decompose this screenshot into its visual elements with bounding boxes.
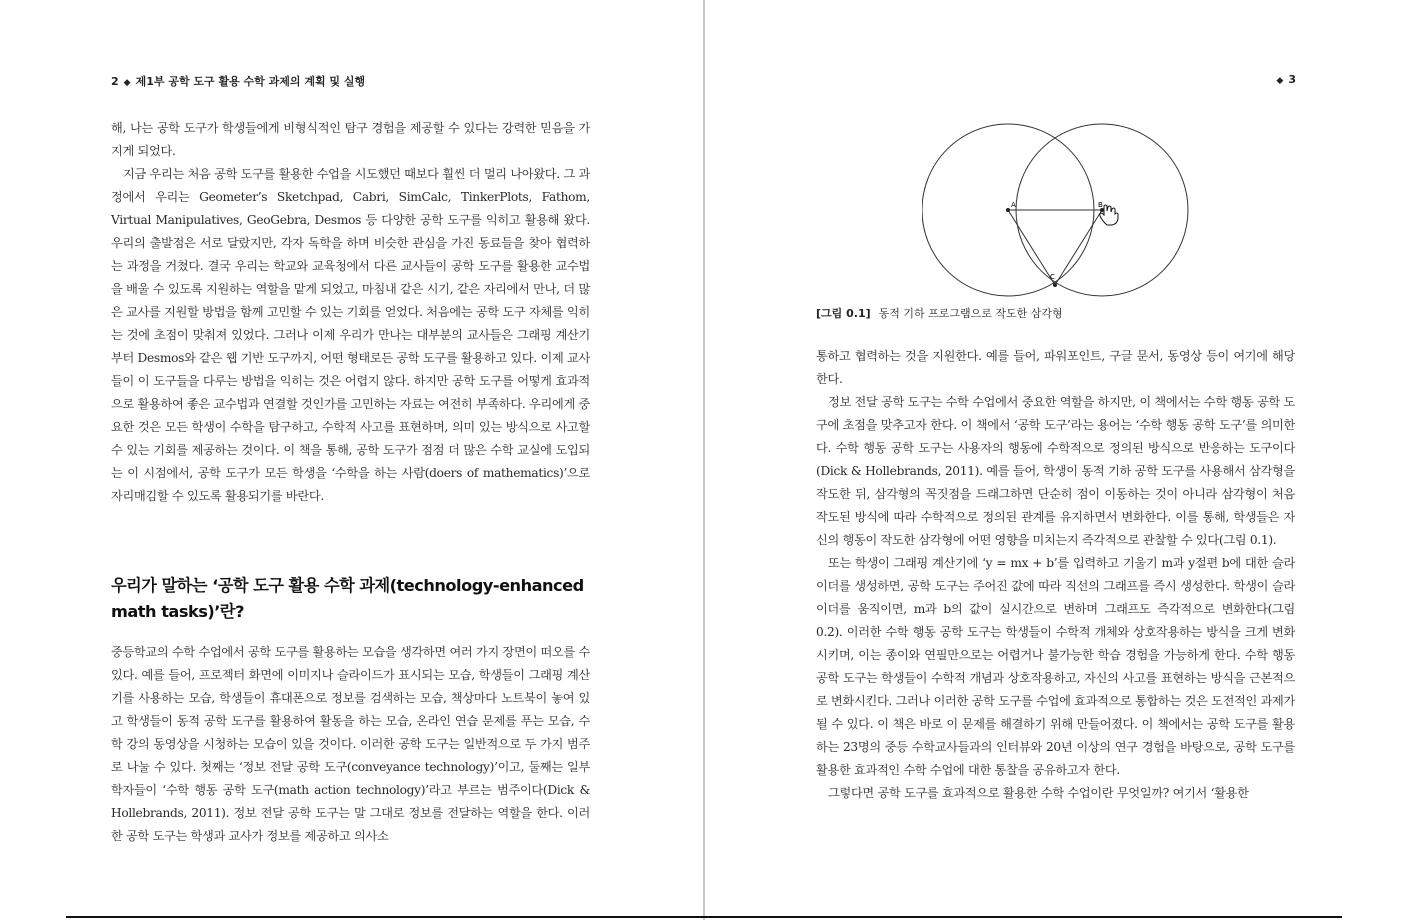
paragraph: 또는 학생이 그래핑 계산기에 ‘y = mx + b’를 입력하고 기울기 m과 y절편 b에 대한 슬라이더를 생성하면, 공학 도구는 주어진 값에 따라 직선의 그래프를 즉시 생성한다. 학생이 슬라이더를 움직이면, m과 b의 값이 실시간으로 변하며 그래프도 즉각적으로 변화한다(그림 0.2). 이러한 수학 행동 공학 도구는 학생들이 수학적 개체와 상호작용하는 방식을 크게 변화시키며, 이는 종이와 연필만으로는 어렵거나 불가능한 학습 경험을 가능하게 한다. 수학 행동 공학 도구는 학생들이 수학적 개념과 상호작용하고, 자신의 사고를 표현하는 방식을 근본적으로 변화시킨다. 그러나 이러한 공학 도구를 수업에 효과적으로 통합하는 것은 도전적인 과제가 될 수 있다. 이 책은 바로 이 문제를 해결하기 위해 만들어졌다. 이 책에서는 공학 도구를 활용하는 23명의 중등 수학교사들과의 인터뷰와 20년 이상의 연구 경험을 바탕으로, 공학 도구를 활용한 효과적인 수학 수업에 대한 통찰을 공유하고자 한다. (816, 556, 1295, 777)
label-c: C (1050, 273, 1055, 281)
running-head-right (1271, 73, 1296, 86)
point-c (1053, 283, 1057, 287)
figure-caption-text: 동적 기하 프로그램으로 작도한 삼각형 (878, 307, 1063, 320)
label-a: A (1011, 201, 1016, 209)
paragraph: 통하고 협력하는 것을 지원한다. 예를 들어, 파워포인트, 구글 문서, 동영상 등이 여기에 해당한다. (816, 349, 1295, 386)
segment-ac (1008, 210, 1055, 285)
point-a (1006, 208, 1010, 212)
right-page (705, 0, 1408, 920)
figure-triangle-construction (922, 118, 1212, 303)
body-text-right (816, 345, 1295, 805)
running-head-left (111, 73, 365, 89)
body-text-top (111, 117, 590, 508)
paragraph: 중등학교의 수학 수업에서 공학 도구를 활용하는 모습을 생각하면 여러 가지 장면이 떠오를 수 있다. 예를 들어, 프로젝터 화면에 이미지나 슬라이드가 표시되는 모습, 학생들이 그래핑 계산기를 사용하는 모습, 학생들이 휴대폰으로 정보를 검색하는 모습, 책상마다 노트북이 놓여 있고 학생들이 동적 공학 도구를 활용하여 활동을 하는 모습, 온라인 연습 문제를 푸는 모습, 수학 강의 동영상을 시청하는 모습이 있을 것이다. 이러한 공학 도구는 일반적으로 두 가지 범주로 나눌 수 있다. 첫째는 ‘정보 전달 공학 도구(conveyance technology)’이고, 둘째는 일부 학자들이 ‘수학 행동 공학 도구(math action technology)’라고 부르는 범주이다(Dick & Hollebrands, 2011). 정보 전달 공학 도구는 말 그대로 정보를 전달하는 역할을 한다. 이러한 공학 도구는 학생과 교사가 정보를 제공하고 의사소 (111, 645, 590, 843)
body-text-bottom (111, 641, 590, 848)
figure-caption-label: [그림 0.1] (816, 307, 871, 320)
diamond-bullet-icon: ◆ (123, 78, 131, 88)
page-bottom-rule (66, 916, 1342, 918)
segment-bc (1055, 210, 1102, 285)
page-number-left: 2 (111, 75, 119, 88)
label-b: B (1098, 201, 1103, 209)
paragraph: 지금 우리는 처음 공학 도구를 활용한 수업을 시도했던 때보다 훨씬 더 멀리 나아왔다. 그 과정에서 우리는 Geometer’s Sketchpad, Cabri, SimCalc, TinkerPlots, Fathom, Virtual Manipulatives, GeoGebra, Desmos 등 다양한 공학 도구를 익히고 활용해 왔다. 우리의 출발점은 서로 달랐지만, 각자 독학을 하며 비슷한 관심을 가진 동료들을 찾아 협력하는 과정을 거쳤다. 결국 우리는 학교와 교육청에서 다른 교사들이 공학 도구를 활용한 교수법을 배울 수 있도록 지원하는 역할을 맡게 되었고, 마침내 같은 시기, 같은 자리에서 만나, 더 많은 교사를 지원할 방법을 함께 고민할 수 있는 기회를 얻었다. 처음에는 공학 도구 자체를 익히는 것에 초점이 맞춰져 있었다. 그러나 이제 우리가 만나는 대부분의 교사들은 그래핑 계산기부터 Desmos와 같은 웹 기반 도구까지, 어떤 형태로든 공학 도구를 활용하고 있다. 이제 교사들이 이 도구들을 다루는 방법을 익히는 것은 어렵지 않다. 하지만 공학 도구를 어떻게 효과적으로 활용하여 좋은 교수법과 연결할 것인가를 고민하는 자료는 여전히 부족하다. 우리에게 중요한 것은 모든 학생이 수학을 탐구하고, 수학적 사고를 표현하며, 의미 있는 방식으로 사고할 수 있는 기회를 제공하는 것이다. 이 책을 통해, 공학 도구가 점점 더 많은 수학 교실에 도입되는 이 시점에서, 공학 도구가 모든 학생을 ‘수학을 하는 사람(doers of mathematics)’으로 자리매김할 수 있도록 활용되기를 바란다. (111, 167, 590, 503)
page-number-right: 3 (1288, 73, 1296, 86)
section-heading: 우리가 말하는 ‘공학 도구 활용 수학 과제(technology-enhanced math tasks)’란? (111, 576, 584, 621)
paragraph: 정보 전달 공학 도구는 수학 수업에서 중요한 역할을 하지만, 이 책에서는 수학 행동 공학 도구에 초점을 맞추고자 한다. 이 책에서 ‘공학 도구’라는 용어는 ‘수학 행동 공학 도구’를 의미한다. 수학 행동 공학 도구는 사용자의 행동에 수학적으로 정의된 방식으로 반응하는 도구이다(Dick & Hollebrands, 2011). 예를 들어, 학생이 동적 기하 공학 도구를 사용해서 삼각형을 작도한 뒤, 삼각형의 꼭짓점을 드래그하면 단순히 점이 이동하는 것이 아니라 삼각형이 처음 작도된 방식에 따라 수학적으로 정의된 관계를 유지하면서 변화한다. 이를 통해, 학생들은 자신의 행동이 작도한 삼각형에 어떤 영향을 미치는지 즉각적으로 관찰할 수 있다(그림 0.1). (816, 395, 1295, 547)
diamond-bullet-icon: ◆ (1276, 76, 1284, 86)
paragraph: 그렇다면 공학 도구를 효과적으로 활용한 수학 수업이란 무엇일까? 여기서 ‘활용한 (828, 786, 1249, 800)
figure-caption (816, 305, 1063, 321)
left-page (0, 0, 703, 920)
paragraph: 해, 나는 공학 도구가 학생들에게 비형식적인 탐구 경험을 제공할 수 있다는 강력한 믿음을 가지게 되었다. (111, 121, 590, 158)
chapter-title: 제1부 공학 도구 활용 수학 과제의 계획 및 실행 (135, 75, 366, 88)
